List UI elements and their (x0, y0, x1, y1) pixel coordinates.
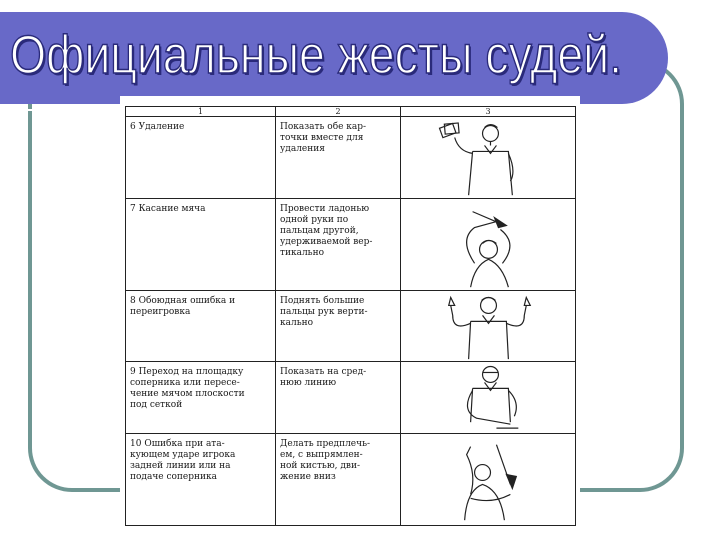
table-row (126, 290, 576, 362)
column-header: 2 (276, 107, 401, 117)
referee-forearm-down-figure (401, 434, 576, 526)
table-row (126, 117, 576, 199)
situation-cell: 10 Ошибка при ата- кующем ударе игрока задней линии или на подаче соперника (126, 434, 276, 526)
table-row (126, 362, 576, 434)
action-cell: Показать на сред- нюю линию (276, 362, 401, 434)
gestures-table (125, 106, 576, 526)
situation-cell: 6 Удаление (126, 117, 276, 199)
referee-center-line-figure (401, 362, 576, 434)
title-banner (0, 12, 668, 104)
action-cell: Делать предплечь- ем, с выпрямлен- ной кистью, дви- жение вниз (276, 434, 401, 526)
situation-cell: 9 Переход на площадку соперника или пересе- чение мячом плоскости под сеткой (126, 362, 276, 434)
column-header: 3 (401, 107, 576, 117)
table-row (126, 434, 576, 526)
action-cell: Показать обе кар- точки вместе для удаления (276, 117, 401, 199)
slide-title: Официальные жесты судей. (10, 25, 623, 85)
table-row (126, 198, 576, 290)
column-header: 1 (126, 107, 276, 117)
referee-two-cards-figure (401, 117, 576, 199)
action-cell: Провести ладонью одной руки по пальцам другой, удерживаемой вер- тикально (276, 198, 401, 290)
action-cell: Поднять большие пальцы рук верти- кально (276, 290, 401, 362)
referee-touch-ball-figure (401, 198, 576, 290)
situation-cell: 7 Касание мяча (126, 198, 276, 290)
table-header-row (126, 107, 576, 117)
scanned-table-image (120, 96, 580, 530)
situation-cell: 8 Обоюдная ошибка и переигровка (126, 290, 276, 362)
referee-thumbs-up-figure (401, 290, 576, 362)
